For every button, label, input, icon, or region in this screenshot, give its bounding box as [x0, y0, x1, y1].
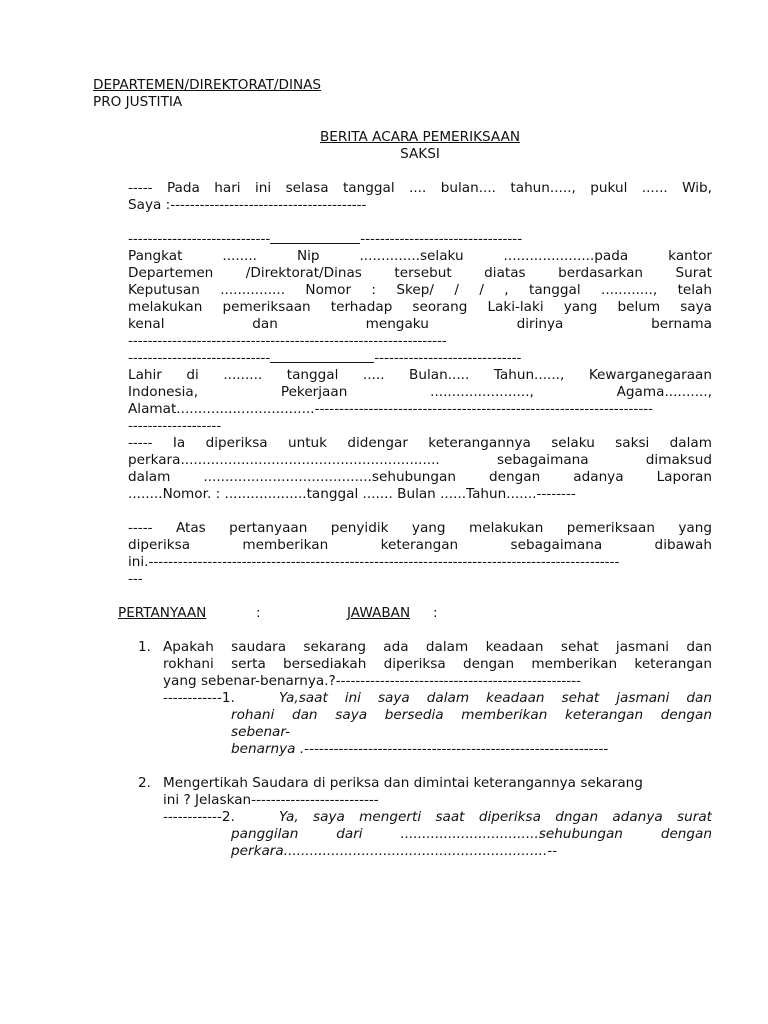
statement-paragraph [128, 520, 712, 588]
answer-line: panggilan dari ................................sehubungan dengan [231, 826, 712, 842]
qa-header-row [118, 605, 718, 622]
statement-line: diperiksa memberikan keterangan sebagaimana dibawah [128, 537, 712, 553]
answer-line: Ya,saat ini saya dalam keadaan sehat jasmani dan [279, 690, 712, 706]
officer-line: ----------------------------------------------------------------- [128, 333, 447, 349]
answer-lead: ------------1. [163, 690, 235, 706]
answer-colon: : [433, 605, 438, 621]
answer-line: rohani dan saya bersedia memberikan keterangan dengan [231, 707, 712, 723]
statement-line: ini.------------------------------------------------------------------------------------------------ [128, 554, 620, 570]
answer-lead: ------------2. [163, 809, 235, 825]
officer-line: Pangkat ........ Nip ..............selaku .....................pada kantor [128, 248, 712, 264]
answer-tail: -------------------------------------------------------------- [304, 741, 609, 757]
intro-line: ----- Pada hari ini selasa tanggal .... bulan.... tahun....., pukul ...... Wib, [128, 180, 712, 196]
witness-line: Alamat................................--------------------------------------------------------------------- [128, 401, 654, 417]
answer-line: sebenar- [231, 724, 291, 740]
separator-right: --------------------------------- [360, 231, 523, 247]
qa-header [118, 605, 718, 622]
question-heading: PERTANYAAN [118, 605, 207, 621]
witness-name-line [128, 350, 712, 367]
examined-line: ----- Ia diperiksa untuk didengar keterangannya selaku saksi dalam [128, 435, 712, 451]
examined-paragraph [128, 435, 712, 503]
question-line: rokhani serta bersediakah diperiksa dengan memberikan keterangan [163, 656, 712, 672]
question-number: 1. [138, 639, 151, 655]
answer-line: benarnya . [231, 741, 305, 757]
question-number: 2. [138, 775, 151, 791]
officer-name-line [128, 231, 712, 248]
answer-row [163, 690, 712, 707]
header-block [93, 77, 321, 111]
witness-line: Indonesia, Pekerjaan ......................., Agama.........., [128, 384, 712, 400]
answer-line-end [163, 843, 712, 860]
answer-2 [163, 809, 712, 860]
question-2 [163, 775, 712, 809]
document-title: BERITA ACARA PEMERIKSAAN [319, 129, 521, 145]
pro-justitia: PRO JUSTITIA [93, 94, 183, 110]
examined-line: perkara............................................................ sebagaimana dimaksud [128, 452, 712, 468]
officer-line: melakukan pemeriksaan terhadap seorang Laki-laki yang belum saya [128, 299, 712, 315]
org-name: DEPARTEMEN/DIREKTORAT/DINAS [93, 77, 322, 93]
officer-line: kenal dan mengaku dirinya bernama [128, 316, 712, 332]
separator-left: ----------------------------- [128, 231, 271, 247]
examined-line: ........Nomor. : ...................tanggal ....... Bulan ......Tahun.......-------- [128, 486, 576, 502]
witness-line: ------------------- [128, 418, 222, 434]
answer-line: perkara............................................................. [231, 843, 548, 859]
separator-right: ------------------------------ [374, 350, 522, 366]
answer-line-end [163, 741, 712, 758]
officer-name-blank [270, 231, 360, 244]
answer-tail: -- [547, 843, 558, 859]
question-line: yang sebenar-benarnya.?-------------------------------------------------- [163, 673, 582, 689]
question-line: Apakah saudara sekarang ada dalam keadaan sehat jasmani dan [163, 639, 712, 655]
statement-line: --- [128, 571, 143, 587]
examined-line: dalam .......................................sehubungan dengan adanya Laporan [128, 469, 712, 485]
document-subtitle: SAKSI [400, 146, 440, 162]
witness-line: Lahir di ......... tanggal ..... Bulan..... Tahun......, Kewarganegaraan [128, 367, 712, 383]
intro-line: Saya :---------------------------------------- [128, 197, 367, 213]
answer-heading: JAWABAN [347, 605, 411, 621]
separator-left: ----------------------------- [128, 350, 271, 366]
intro-paragraph [128, 180, 712, 214]
officer-paragraph [128, 231, 712, 435]
question-line: Mengertikah Saudara di periksa dan dimintai keterangannya sekarang [163, 775, 643, 791]
answer-1 [163, 690, 712, 758]
question-line: ini ? Jelaskan-------------------------- [163, 792, 379, 808]
question-colon: : [256, 605, 261, 621]
question-1 [163, 639, 712, 690]
answer-line: Ya, saya mengerti saat diperiksa dngan adanya surat [279, 809, 712, 825]
witness-name-blank [270, 350, 374, 363]
officer-line: Departemen /Direktorat/Dinas tersebut diatas berdasarkan Surat [128, 265, 712, 281]
answer-row [163, 809, 712, 826]
statement-line: ----- Atas pertanyaan penyidik yang melakukan pemeriksaan yang [128, 520, 712, 536]
officer-line: Keputusan ............... Nomor : Skep/ / / , tanggal ............, telah [128, 282, 712, 298]
title-block [128, 129, 712, 163]
